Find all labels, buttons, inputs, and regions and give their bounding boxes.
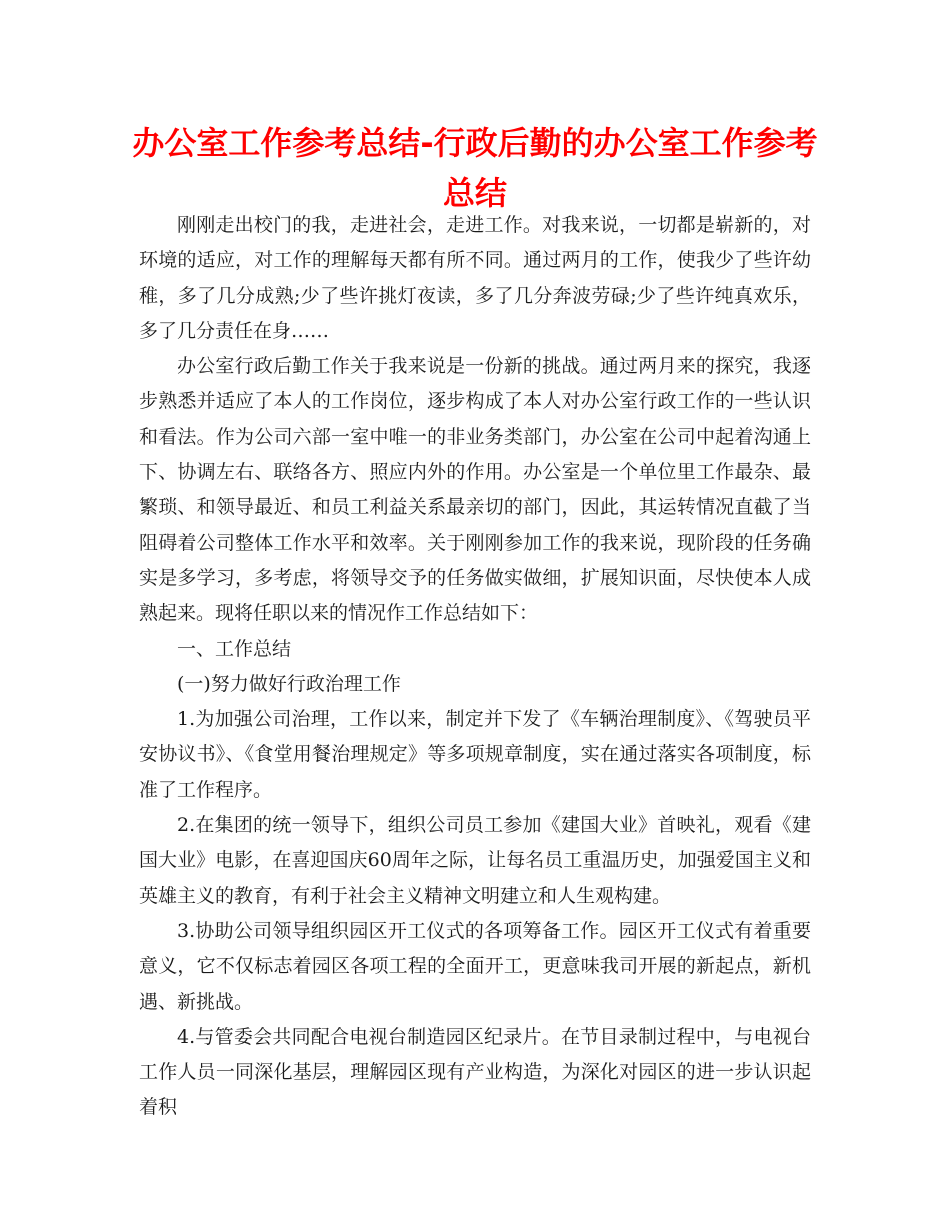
- document-body: [139, 208, 811, 1126]
- subsection-heading-admin: (一)努力做好行政治理工作: [177, 672, 401, 695]
- section-heading-work-summary: 一、工作总结: [177, 637, 292, 660]
- paragraph-challenge: 办公室行政后勤工作关于我来说是一份新的挑战。通过两月来的探究，我逐步熟悉并适应了本人的工作岗位，逐步构成了本人对办公室行政工作的一些认识和看法。作为公司六部一室中唯一的非业务类部门，办公室在公司中起着沟通上下、协调左右、联络各方、照应内外的作用。办公室是一个单位里工作最杂、最繁琐、和领导最近、和员工利益关系最亲切的部门，因此，其运转情况直截了当阻碍着公司整体工作水平和效率。关于刚刚参加工作的我来说，现阶段的任务确实是多学习，多考虑，将领导交予的任务做实做细，扩展知识面，尽快使本人成熟起来。现将任职以来的情况作工作总结如下：: [139, 355, 811, 625]
- list-item-1: 1.为加强公司治理，工作以来，制定并下发了《车辆治理制度》、《驾驶员平安协议书》、《食堂用餐治理规定》等多项规章制度，实在通过落实各项制度，标准了工作程序。: [139, 708, 811, 801]
- list-item-3: 3.协助公司领导组织园区开工仪式的各项筹备工作。园区开工仪式有着重要意义，它不仅标志着园区各项工程的全面开工，更意味我司开展的新起点，新机遇、新挑战。: [139, 919, 811, 1013]
- list-item-2: 2.在集团的统一领导下，组织公司员工参加《建国大业》首映礼，观看《建国大业》电影，在喜迎国庆60周年之际，让每名员工重温历史，加强爱国主义和英雄主义的教育，有利于社会主义精神文明建立和人生观构建。: [139, 814, 811, 907]
- list-item-4: 4.与管委会共同配合电视台制造园区纪录片。在节目录制过程中，与电视台工作人员一同深化基层，理解园区现有产业构造，为深化对园区的进一步认识起着积: [139, 1025, 811, 1119]
- document-title: 办公室工作参考总结-行政后勤的办公室工作参考总结: [132, 124, 818, 212]
- paragraph-intro: 刚刚走出校门的我，走进社会，走进工作。对我来说，一切都是崭新的，对环境的适应，对工作的理解每天都有所不同。通过两月的工作，使我少了些许幼稚，多了几分成熟;少了些许挑灯夜读，多了几分奔波劳碌;少了些许纯真欢乐，多了几分责任在身……: [139, 214, 811, 342]
